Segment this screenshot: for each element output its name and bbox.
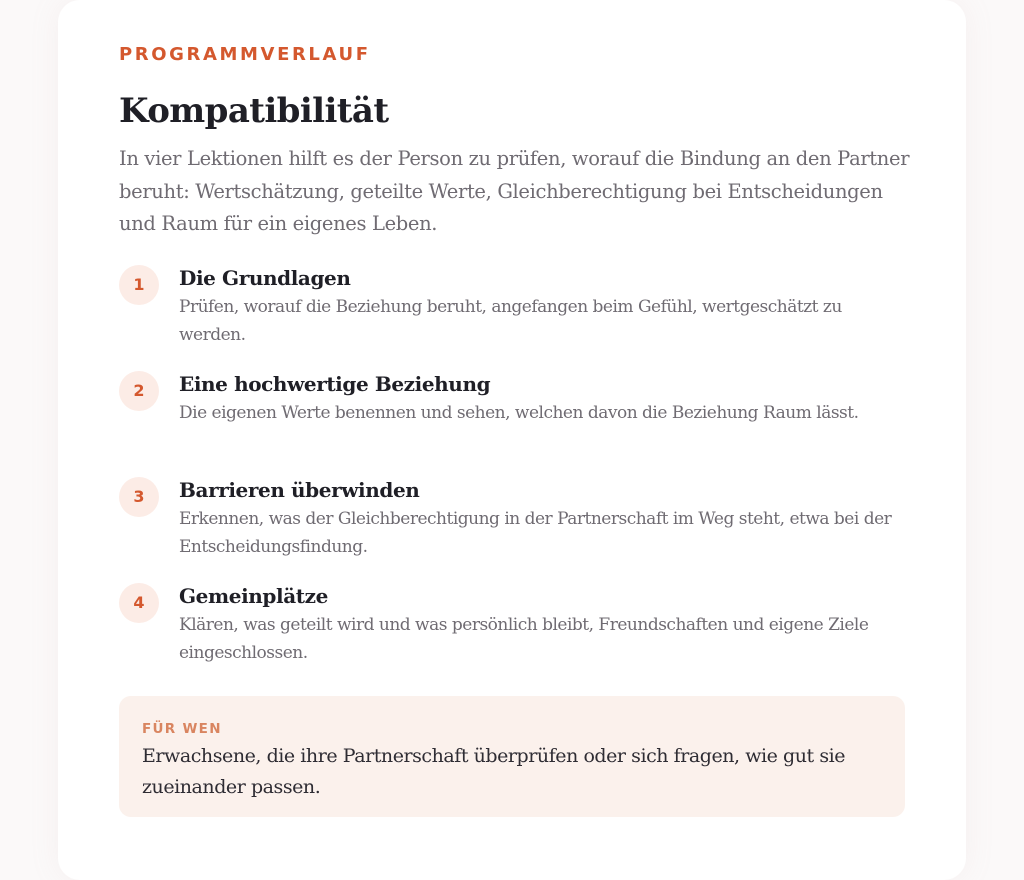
audience-text: Erwachsene, die ihre Partnerschaft überprüfen oder sich fragen, wie gut sie zueinander passen. — [142, 745, 846, 798]
lesson-number-badge: 2 — [119, 371, 159, 411]
section-eyebrow: PROGRAMMVERLAUF — [119, 44, 371, 65]
lesson-title: Eine hochwertige Beziehung — [179, 372, 491, 396]
page-title: Kompatibilität — [119, 91, 389, 131]
lesson-number-badge: 4 — [119, 583, 159, 623]
lesson-description: Prüfen, worauf die Beziehung beruht, angefangen beim Gefühl, wertgeschätzt zu werden. — [179, 297, 842, 345]
lesson-title: Die Grundlagen — [179, 266, 351, 290]
audience-label: FÜR WEN — [142, 721, 222, 737]
audience-box — [119, 696, 905, 817]
lesson-description: Klären, was geteilt wird und was persönlich bleibt, Freundschaften und eigene Ziele eingeschlossen. — [179, 615, 869, 663]
lesson-number-badge: 3 — [119, 477, 159, 517]
lesson-description: Die eigenen Werte benennen und sehen, welchen davon die Beziehung Raum lässt. — [179, 403, 859, 423]
lesson-number-badge: 1 — [119, 265, 159, 305]
lesson-description: Erkennen, was der Gleichberechtigung in der Partnerschaft im Weg steht, etwa bei der Entscheidungsfindung. — [179, 509, 892, 557]
lesson-title: Barrieren überwinden — [179, 478, 420, 502]
lesson-title: Gemeinplätze — [179, 584, 328, 608]
intro-text: In vier Lektionen hilft es der Person zu prüfen, worauf die Bindung an den Partner beruht: Wertschätzung, geteilte Werte, Gleichberechtigung bei Entscheidungen und Raum für ein eigenes Leben. — [119, 147, 910, 235]
